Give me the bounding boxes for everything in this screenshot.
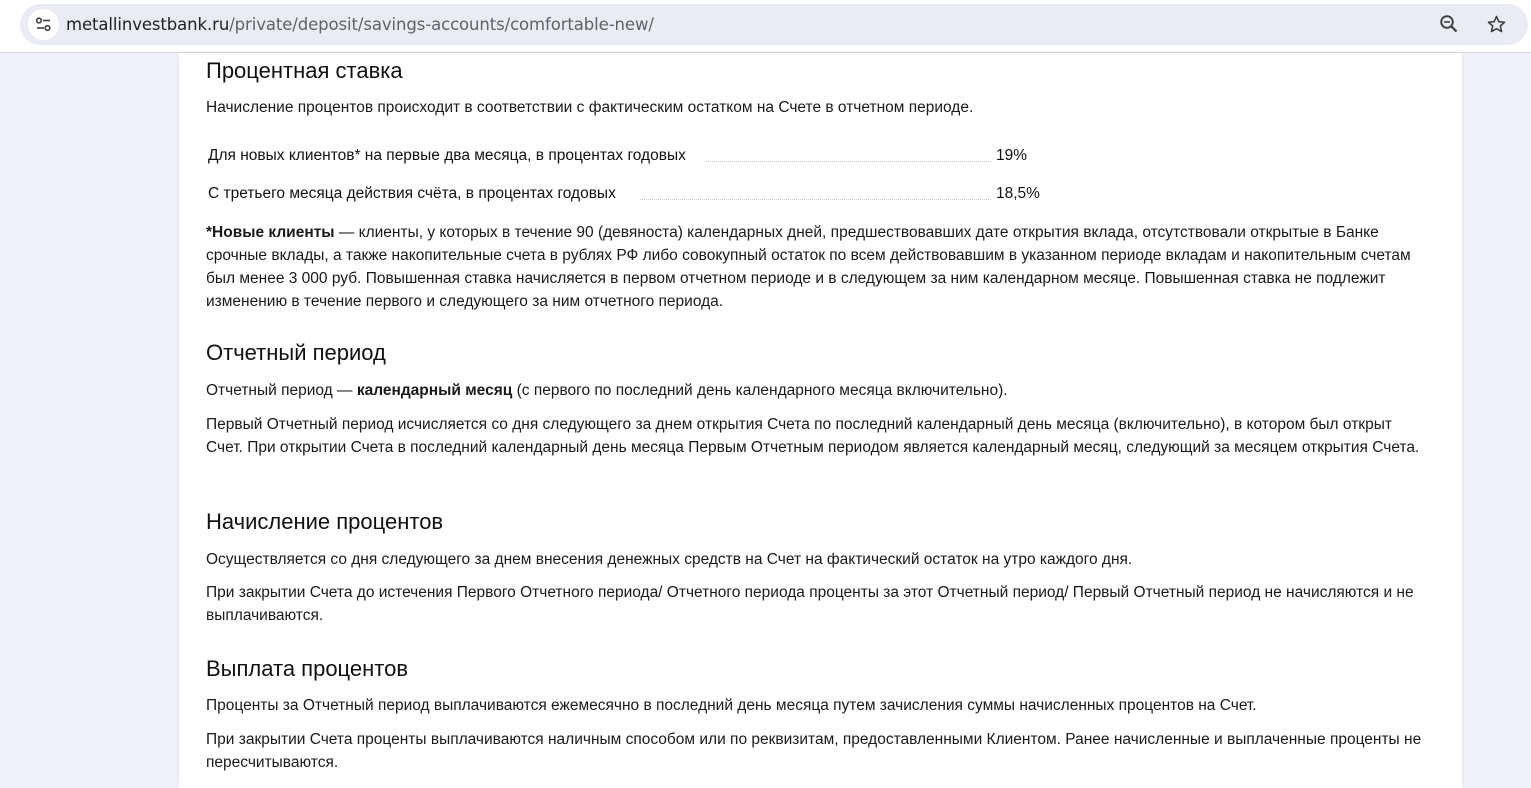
site-info-icon[interactable] <box>28 9 59 40</box>
rate-intro: Начисление процентов происходит в соответствии с фактическим остатком на Счете в отчетном периоде. <box>206 99 974 116</box>
period-definition-start: Отчетный период — <box>206 382 357 399</box>
address-bar[interactable] <box>20 4 1528 45</box>
dotted-leader <box>640 199 991 200</box>
url-host: metallinvestbank.ru <box>66 15 230 34</box>
new-clients-definition: — клиенты, у которых в течение 90 (девяноста) календарных дней, предшествовавших дате открытия вклада, отсутствовали открытые в Банке срочные вклады, а также накопительные счета в рублях РФ либо совокупный остаток по всем действовавшим в указанном периоде вкладам и накопительным счетам был менее 3 000 руб. Повышенная ставка начисляется в первом отчетном периоде и в следующем за ним календарном месяце. Повышенная ставка не подлежит изменению в течение первого и следующего за ним отчетного периода. <box>206 224 1411 310</box>
period-section-title: Отчетный период <box>206 340 386 365</box>
period-definition-end: (с первого по последний день календарного месяца включительно). <box>512 382 1008 399</box>
rate-label: С третьего месяца действия счёта, в процентах годовых <box>208 183 616 205</box>
bookmark-star-icon[interactable] <box>1486 14 1507 40</box>
zoom-icon[interactable] <box>1439 14 1459 39</box>
rate-row-new-clients <box>206 145 1436 167</box>
url-path: /private/deposit/savings-accounts/comfortable-new/ <box>229 15 654 34</box>
rate-value: 19% <box>996 147 1028 164</box>
first-period-text: Первый Отчетный период исчисляется со дня следующего за днем открытия Счета по последний календарный день месяца (включительно), в котором был открыт Счет. При открытии Счета в последний календарный день месяца Первым Отчетным периодом является календарный месяц, следующий за месяцем открытия Счета. <box>206 416 1420 456</box>
new-clients-note <box>206 221 1411 313</box>
accrual-text: Осуществляется со дня следующего за днем внесения денежных средств на Счет на фактический остаток на утро каждого дня. <box>206 551 1133 568</box>
page-content <box>179 53 1462 788</box>
accrual-closing-text: При закрытии Счета до истечения Первого Отчетного периода/ Отчетного периода проценты за этот Отчетный период/ Первый Отчетный период не начисляются и не выплачиваются. <box>206 584 1414 624</box>
dotted-leader <box>706 161 991 162</box>
rate-label: Для новых клиентов* на первые два месяца, в процентах годовых <box>208 145 686 167</box>
rate-section-title: Процентная ставка <box>206 58 403 83</box>
rate-value: 18,5% <box>996 185 1040 202</box>
payout-closing-text: При закрытии Счета проценты выплачиваются наличным способом или по реквизитам, предоставленными Клиентом. Ранее начисленные и выплаченные проценты не пересчитываются. <box>206 731 1422 771</box>
url-text[interactable] <box>66 15 654 34</box>
accrual-section-title: Начисление процентов <box>206 509 444 534</box>
period-definition <box>206 379 1436 402</box>
new-clients-term: *Новые клиенты <box>206 224 335 241</box>
browser-toolbar <box>0 0 1531 53</box>
payout-text: Проценты за Отчетный период выплачиваются ежемесячно в последний день месяца путем зачисления суммы начисленных процентов на Счет. <box>206 697 1257 714</box>
rate-row-third-month <box>206 183 1436 205</box>
period-definition-bold: календарный месяц <box>356 382 513 399</box>
payout-section-title: Выплата процентов <box>206 656 409 681</box>
